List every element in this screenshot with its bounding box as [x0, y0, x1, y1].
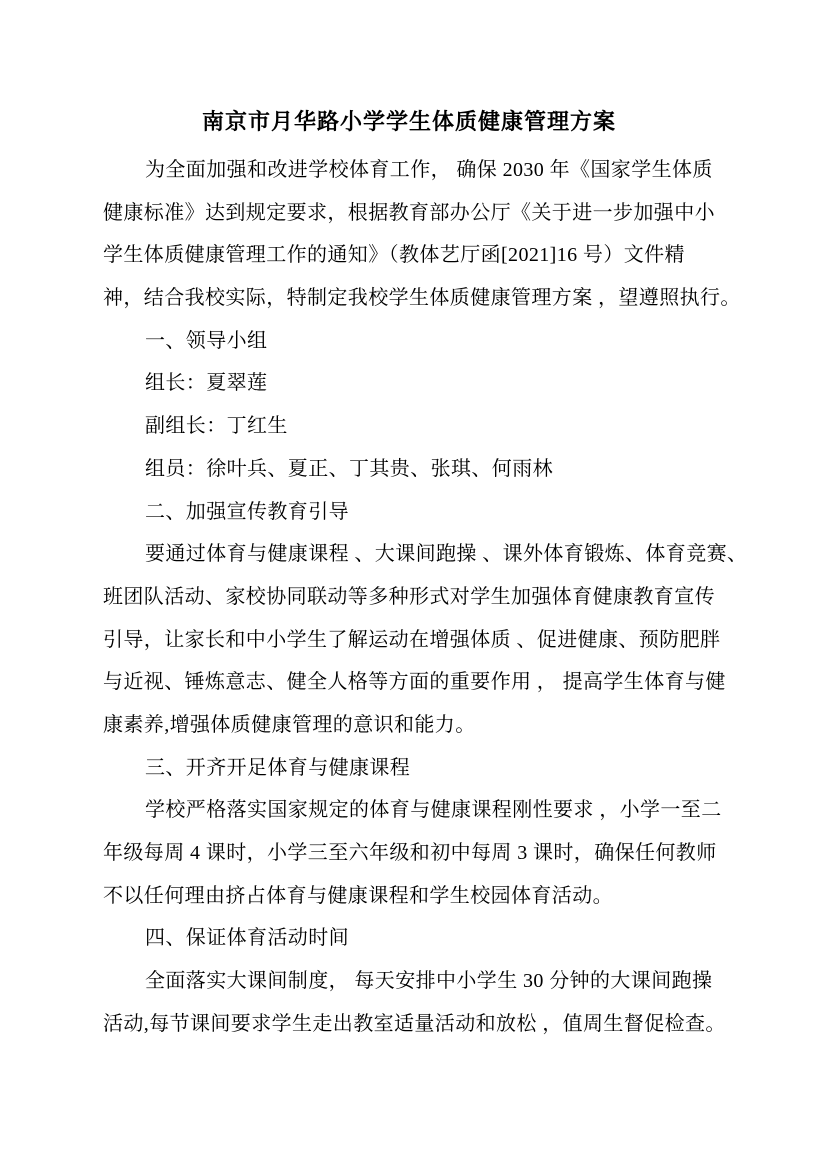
- text-line: 一、领导小组: [145, 329, 268, 352]
- text-line: 康素养,增强体质健康管理的意识和能力。: [103, 713, 476, 736]
- text-line: 健康标准》达到规定要求，根据教育部办公厅《关于进一步加强中小: [103, 201, 715, 224]
- text-line: 学校严格落实国家规定的体育与健康课程刚性要求 ，小学一至二: [145, 799, 722, 822]
- text-line: 引导，让家长和中小学生了解运动在增强体质 、促进健康、预防肥胖: [103, 628, 721, 651]
- document-body: [103, 149, 748, 1045]
- text-line: 三、开齐开足体育与健康课程: [145, 756, 411, 779]
- text-line: 不以任何理由挤占体育与健康课程和学生校园体育活动。: [103, 884, 613, 907]
- text-line: 班团队活动、家校协同联动等多种形式对学生加强体育健康教育宣传: [103, 585, 715, 608]
- text-line: 神，结合我校实际，特制定我校学生体质健康管理方案 ，望遵照执行。: [103, 287, 741, 310]
- text-line: 组长：夏翠莲: [145, 372, 268, 395]
- document-title: 南京市月华路小学学生体质健康管理方案: [201, 109, 616, 134]
- text-line: 年级每周 4 课时，小学三至六年级和初中每周 3 课时，确保任何教师: [103, 842, 717, 864]
- text-line: 副组长：丁红生: [145, 415, 288, 438]
- text-line: 要通过体育与健康课程 、大课间跑操 、课外体育锻炼、体育竞赛、: [145, 543, 748, 566]
- text-line: 二、加强宣传教育引导: [145, 500, 349, 523]
- text-line: 活动,每节课间要求学生走出教室适量活动和放松 ，值周生督促检查。: [103, 1012, 726, 1035]
- text-line: 为全面加强和改进学校体育工作， 确保 2030 年《国家学生体质: [145, 159, 713, 181]
- text-line: 四、保证体育活动时间: [145, 927, 349, 950]
- text-line: 全面落实大课间制度， 每天安排中小学生 30 分钟的大课间跑操: [145, 970, 713, 993]
- text-line: 组员：徐叶兵、夏正、丁其贵、张琪、何雨林: [145, 457, 553, 480]
- text-line: 与近视、锤炼意志、健全人格等方面的重要作用 ， 提高学生体育与健: [103, 671, 726, 694]
- text-line: 学生体质健康管理工作的通知》（教体艺厅函[2021]16 号）文件精: [103, 244, 685, 267]
